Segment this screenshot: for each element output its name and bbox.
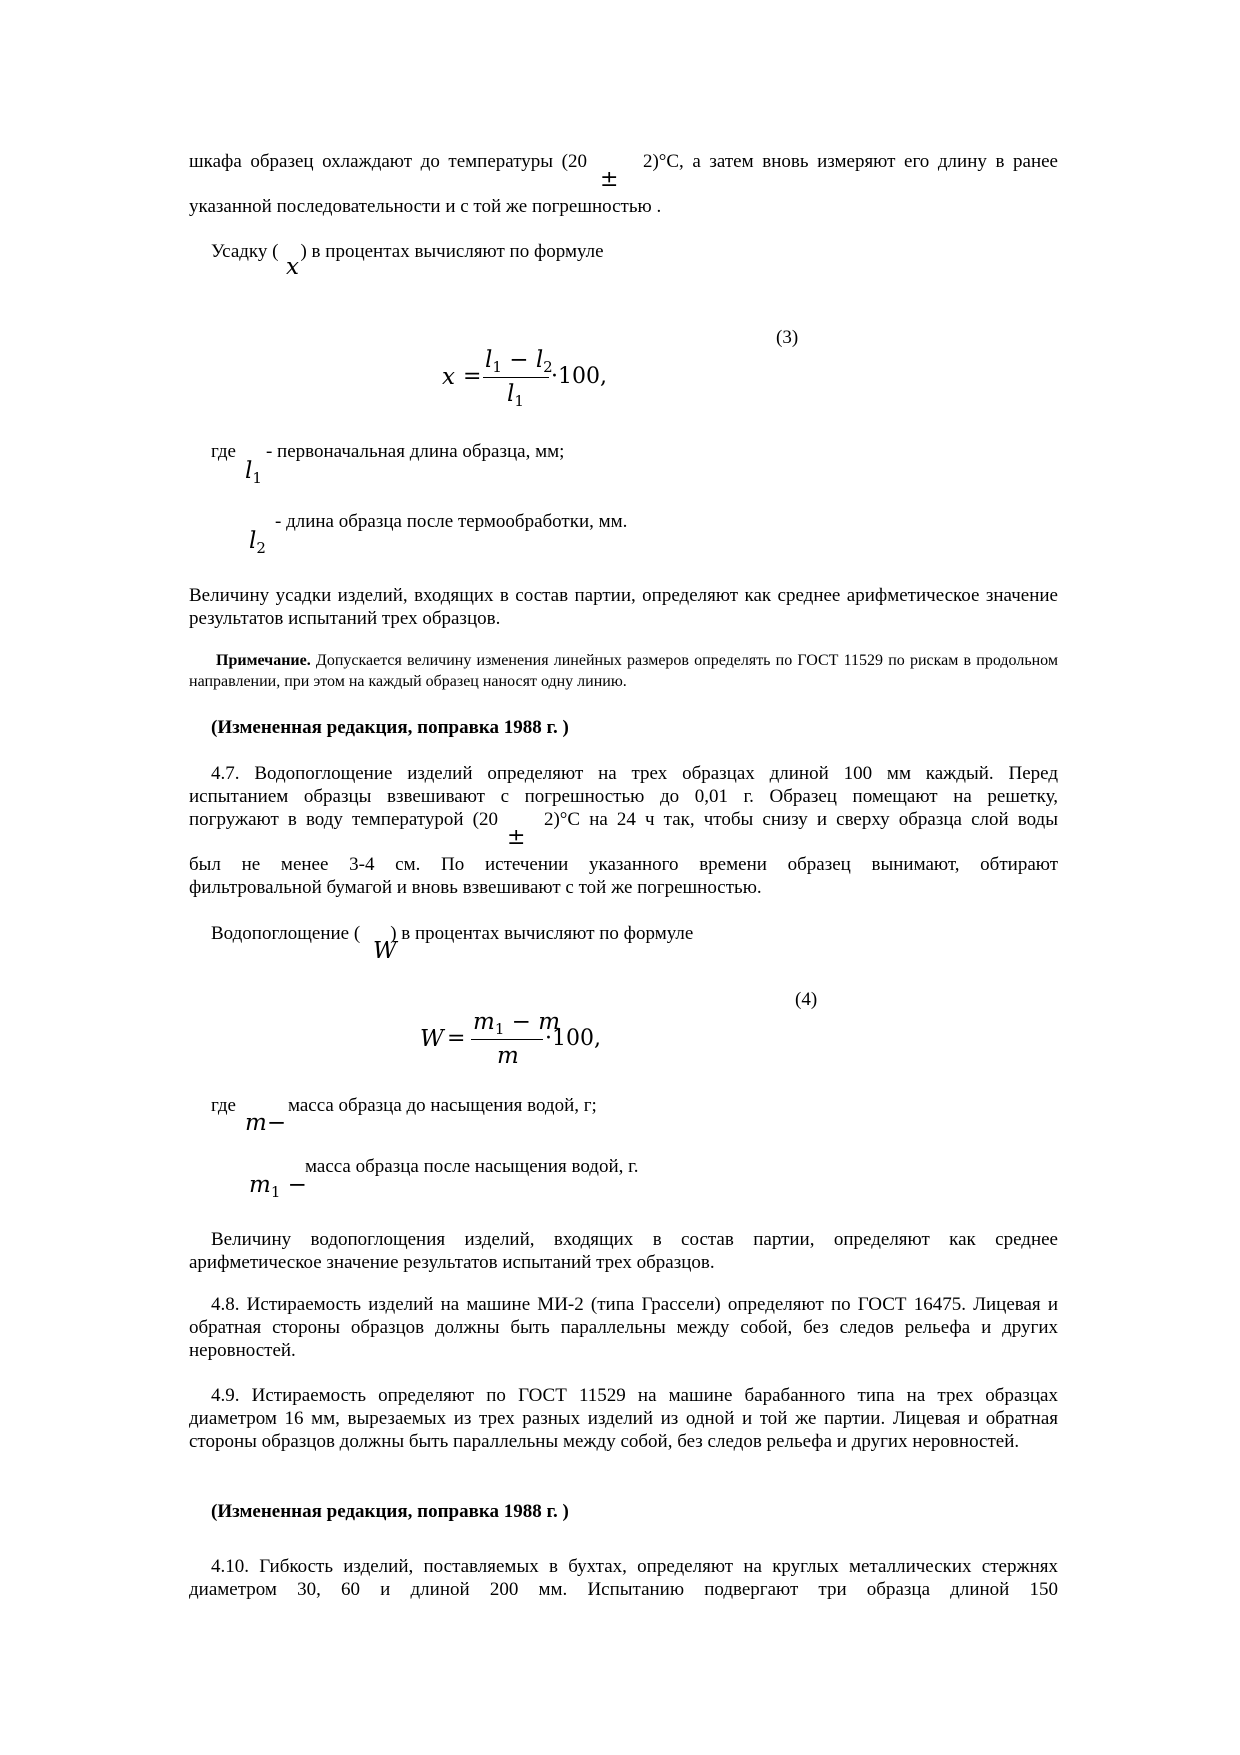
text-line: был не менее 3-4 см. По истечении указанного времени образец вынимают, обтирают [189, 854, 1058, 875]
paragraph: Величину усадки изделий, входящих в состав партии, определяют как среднее арифметическое значение результатов испытаний трех образцов. [189, 585, 1058, 629]
text-line: Водопоглощение ( ) в процентах вычисляют по формуле [211, 923, 694, 944]
paragraph: 4.8. Истираемость изделий на машине МИ-2 (типа Грассели) определяют по ГОСТ 16475. Лицевая и обратная стороны образцов должны быть параллельны между собой, без следов рельефа и других неровностей. [189, 1294, 1058, 1361]
note: Примечание. Допускается величину изменения линейных размеров определять по ГОСТ 11529 по рискам в продольном направлении, при этом на каждый образец наносят одну линию. [189, 652, 1058, 690]
paragraph: Величину водопоглощения изделий, входящих в состав партии, определяют как среднее арифметическое значение результатов испытаний трех образцов. [189, 1229, 1058, 1273]
edition-note: (Измененная редакция, поправка 1988 г. ) [211, 1501, 569, 1522]
paragraph: 4.10. Гибкость изделий, поставляемых в бухтах, определяют на круглых металлических стержнях диаметром 30, 60 и длиной 200 мм. Испытанию подвергают три образца длиной 150 [189, 1556, 1058, 1600]
variable-m: m− [245, 1110, 287, 1136]
text-line: погружают в воду температурой (20 2)°C на 24 ч так, чтобы снизу и сверху образца слой воды [189, 809, 1058, 830]
edition-note: (Измененная редакция, поправка 1988 г. ) [211, 717, 569, 738]
variable-w: W [373, 938, 397, 964]
fraction-bar [471, 1039, 543, 1040]
text-line: - длина образца после термообработки, мм. [275, 511, 628, 532]
text-line: указанной последовательности и с той же погрешностью . [189, 196, 662, 217]
text-line: испытанием образцы взвешивают с погрешностью до 0,01 г. Образец помещают на решетку, [189, 786, 1058, 807]
plus-minus-symbol: ± [600, 167, 619, 192]
text-line: шкафа образец охлаждают до температуры (20 2)°C, а затем вновь измеряют его длину в ранее [189, 151, 1058, 172]
text-line: Усадку ( ) в процентах вычисляют по формуле [211, 241, 604, 262]
variable-l1: $l_1$ [245, 458, 262, 487]
variable-m1: $m_1$ − [249, 1172, 307, 1201]
text-line: где масса образца до насыщения водой, г; [211, 1095, 597, 1116]
equation-number: (4) [795, 989, 818, 1010]
text-line: где - первоначальная длина образца, мм; [211, 441, 565, 462]
text-line: фильтровальной бумагой и вновь взвешивают с той же погрешностью. [189, 877, 762, 898]
text-line: 4.7. Водопоглощение изделий определяют на трех образцах длиной 100 мм каждый. Перед [211, 763, 1058, 784]
variable-l2: $l_2$ [249, 528, 266, 557]
plus-minus-symbol: ± [507, 825, 526, 850]
variable-x: x [286, 254, 299, 280]
fraction-bar [483, 377, 549, 378]
text-line: масса образца после насыщения водой, г. [305, 1156, 639, 1177]
paragraph: 4.9. Истираемость определяют по ГОСТ 11529 на машине барабанного типа на трех образцах диаметром 16 мм, вырезаемых из трех разных изделий из одной и той же партии. Лицевая и обратная стороны образцов должны быть параллельны между собой, без следов рельефа и других неровностей. [189, 1385, 1058, 1452]
equation-number: (3) [776, 327, 799, 348]
